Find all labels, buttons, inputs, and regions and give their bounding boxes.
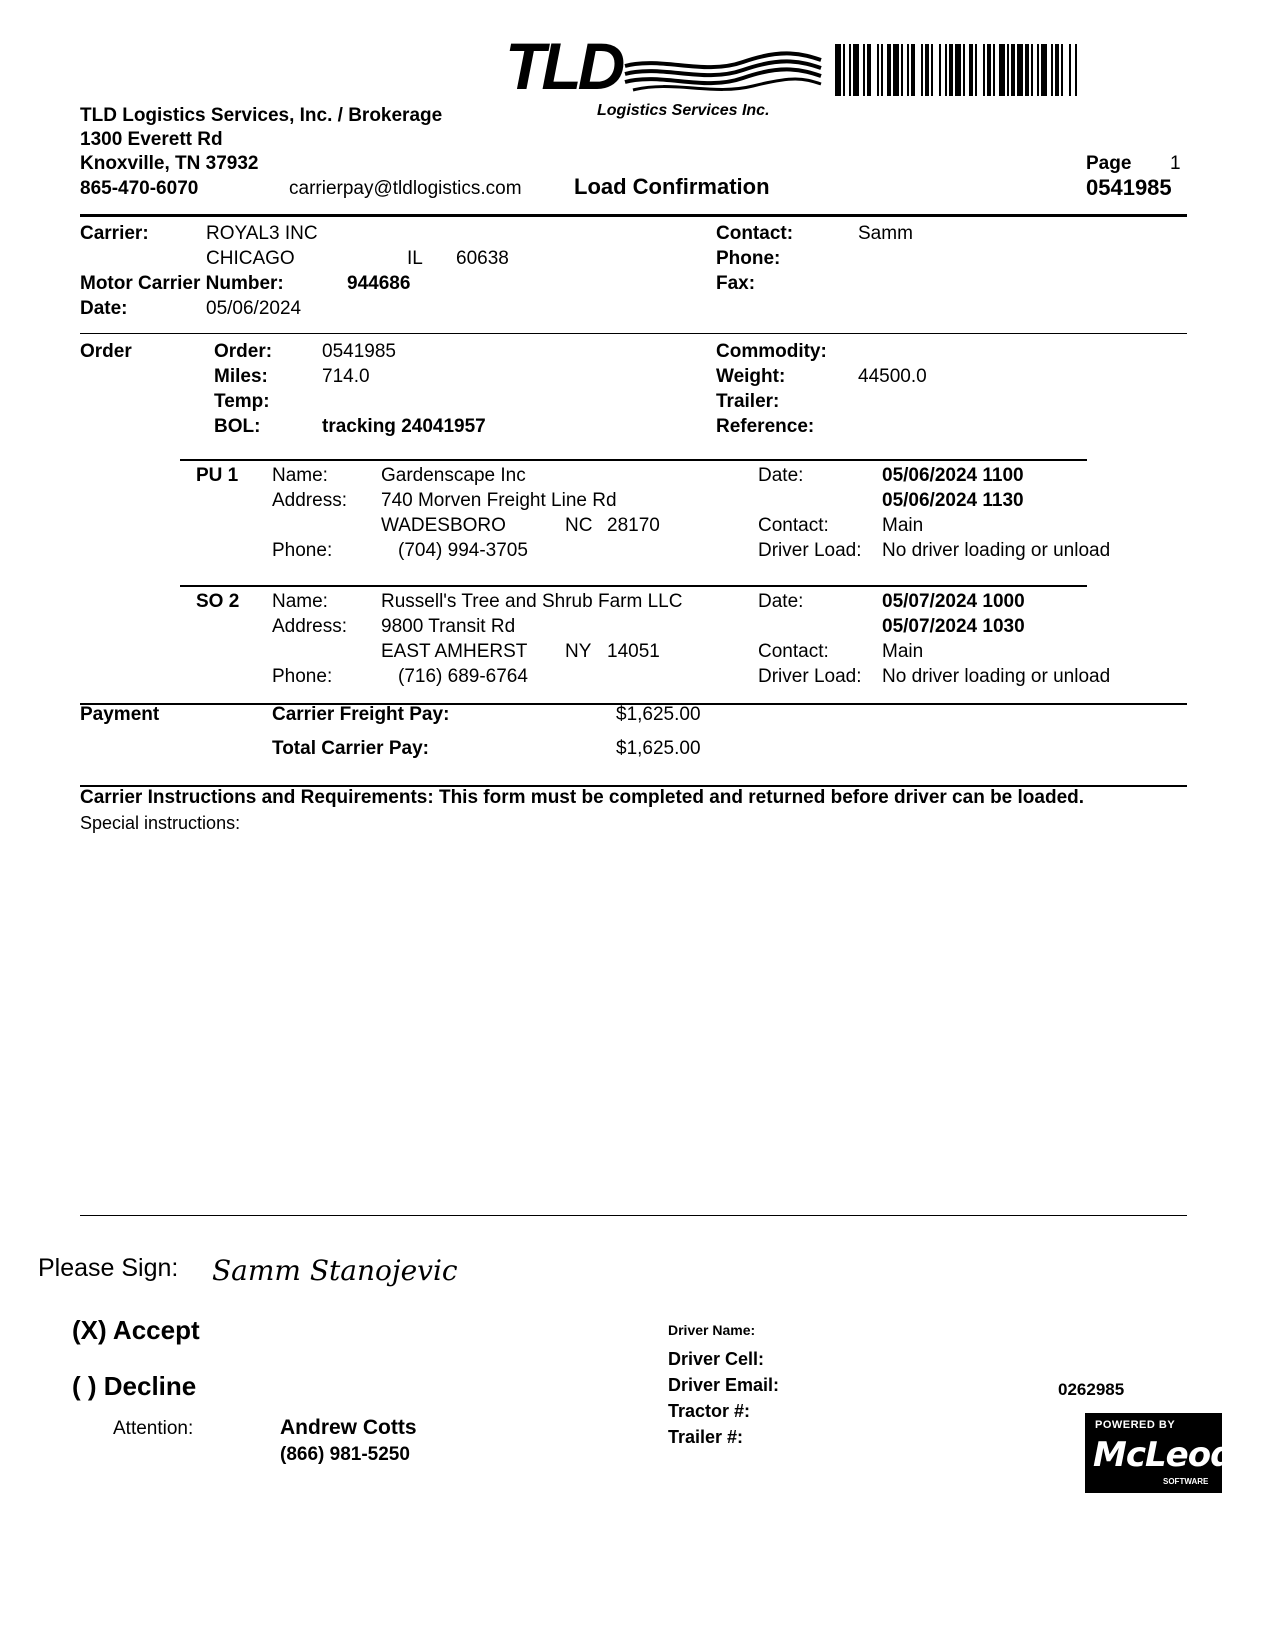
stop2-divider xyxy=(180,585,1087,587)
reference-label: Reference: xyxy=(716,416,815,437)
stop1-city: WADESBORO xyxy=(381,515,506,536)
payment-section-label: Payment xyxy=(80,704,160,725)
signature-divider xyxy=(80,1215,1187,1216)
stop1-phone: (704) 994-3705 xyxy=(398,540,528,561)
stop1-phone-label: Phone: xyxy=(272,540,333,561)
carrier-zip: 60638 xyxy=(456,248,509,269)
weight-label: Weight: xyxy=(716,366,786,387)
stop1-divider xyxy=(180,459,1087,461)
carrier-date-label: Date: xyxy=(80,298,128,319)
company-phone: 865-470-6070 xyxy=(80,178,199,199)
stop1-date-end: 05/06/2024 1130 xyxy=(882,490,1024,511)
total-pay-value: $1,625.00 xyxy=(616,738,701,759)
carrier-name: ROYAL3 INC xyxy=(206,223,318,244)
mc-number: 944686 xyxy=(347,273,411,294)
order-section-label: Order xyxy=(80,341,132,362)
logo-subtitle: Logistics Services Inc. xyxy=(597,102,770,119)
stop1-street: 740 Morven Freight Line Rd xyxy=(381,490,617,511)
miles-value: 714.0 xyxy=(322,366,370,387)
attention-label: Attention: xyxy=(113,1418,194,1439)
company-email: carrierpay@tldlogistics.com xyxy=(289,178,522,199)
freight-pay-label: Carrier Freight Pay: xyxy=(272,704,450,725)
stop2-contact: Main xyxy=(882,641,924,662)
attention-phone: (866) 981-5250 xyxy=(280,1444,410,1465)
carrier-fax-label: Fax: xyxy=(716,273,756,294)
stop1-contact-label: Contact: xyxy=(758,515,829,536)
please-sign-label: Please Sign: xyxy=(38,1254,179,1282)
stop1-state: NC xyxy=(565,515,593,536)
weight-value: 44500.0 xyxy=(858,366,927,387)
carrier-contact: Samm xyxy=(858,223,913,244)
document-title: Load Confirmation xyxy=(574,174,770,199)
stop1-contact: Main xyxy=(882,515,924,536)
badge-powered-by: POWERED BY xyxy=(1095,1419,1176,1431)
logo-swoosh-icon xyxy=(623,46,823,96)
stop2-driver-load-label: Driver Load: xyxy=(758,666,862,687)
driver-email-label: Driver Email: xyxy=(668,1375,780,1395)
freight-pay-value: $1,625.00 xyxy=(616,704,701,725)
trailer-number-label: Trailer #: xyxy=(668,1427,744,1447)
logo-text: TLD xyxy=(505,29,622,103)
stop2-phone: (716) 689-6764 xyxy=(398,666,528,687)
overprint-number: 0262985 xyxy=(1058,1380,1125,1399)
temp-label: Temp: xyxy=(214,391,270,412)
stop2-code: SO 2 xyxy=(196,591,240,612)
carrier-city: CHICAGO xyxy=(206,248,295,269)
decline-option[interactable]: ( ) Decline xyxy=(72,1371,197,1401)
trailer-label: Trailer: xyxy=(716,391,780,412)
stop2-driver-load: No driver loading or unload xyxy=(882,666,1111,687)
miles-label: Miles: xyxy=(214,366,268,387)
total-pay-label: Total Carrier Pay: xyxy=(272,738,429,759)
company-address-line1: 1300 Everett Rd xyxy=(80,129,223,150)
stop1-driver-load-label: Driver Load: xyxy=(758,540,862,561)
stop2-state: NY xyxy=(565,641,592,662)
barcode-image xyxy=(835,44,1265,96)
company-address-line2: Knoxville, TN 37932 xyxy=(80,153,259,174)
stop2-date-end: 05/07/2024 1030 xyxy=(882,616,1025,637)
page-label: Page xyxy=(1086,153,1132,174)
driver-cell-label: Driver Cell: xyxy=(668,1349,765,1369)
order-label: Order: xyxy=(214,341,273,362)
company-name: TLD Logistics Services, Inc. / Brokerage xyxy=(80,105,443,126)
stop2-phone-label: Phone: xyxy=(272,666,333,687)
stop2-zip: 14051 xyxy=(607,641,660,662)
carrier-contact-label: Contact: xyxy=(716,223,794,244)
header-divider xyxy=(80,214,1187,217)
accept-option[interactable]: (X) Accept xyxy=(72,1315,200,1345)
carrier-phone-label: Phone: xyxy=(716,248,781,269)
bol-value: tracking 24041957 xyxy=(322,416,486,437)
instructions-heading: Carrier Instructions and Requirements: This form must be completed and returned before driver can be loaded. xyxy=(80,787,1085,808)
stop2-name-label: Name: xyxy=(272,591,328,612)
stop2-address-label: Address: xyxy=(272,616,347,637)
tractor-number-label: Tractor #: xyxy=(668,1401,751,1421)
stop1-name: Gardenscape Inc xyxy=(381,465,526,486)
company-logo xyxy=(505,29,825,126)
badge-name: McLeod xyxy=(1093,1435,1234,1475)
carrier-state: IL xyxy=(407,248,423,269)
stop2-date-start: 05/07/2024 1000 xyxy=(882,591,1025,612)
badge-software: SOFTWARE xyxy=(1163,1477,1209,1486)
commodity-label: Commodity: xyxy=(716,341,827,362)
special-instructions-label: Special instructions: xyxy=(80,813,241,833)
stop2-city: EAST AMHERST xyxy=(381,641,528,662)
mcleod-logo xyxy=(1085,1413,1234,1493)
handwritten-signature: Samm Stanojevic xyxy=(212,1254,458,1287)
carrier-divider xyxy=(80,333,1187,334)
page-number: 1 xyxy=(1170,153,1181,174)
stop1-date-label: Date: xyxy=(758,465,804,486)
carrier-label: Carrier: xyxy=(80,223,149,244)
document-number: 0541985 xyxy=(1086,175,1172,200)
driver-name-label: Driver Name: xyxy=(668,1322,756,1338)
order-number: 0541985 xyxy=(322,341,396,362)
stop2-contact-label: Contact: xyxy=(758,641,829,662)
stop1-date-start: 05/06/2024 1100 xyxy=(882,465,1024,486)
stop2-name: Russell's Tree and Shrub Farm LLC xyxy=(381,591,683,612)
stop2-date-label: Date: xyxy=(758,591,804,612)
attention-name: Andrew Cotts xyxy=(280,1416,417,1439)
stop1-zip: 28170 xyxy=(607,515,660,536)
stop1-address-label: Address: xyxy=(272,490,347,511)
stop1-driver-load: No driver loading or unload xyxy=(882,540,1111,561)
carrier-date: 05/06/2024 xyxy=(206,298,302,319)
bol-label: BOL: xyxy=(214,416,261,437)
stop1-code: PU 1 xyxy=(196,465,239,486)
mc-number-label: Motor Carrier Number: xyxy=(80,273,284,294)
stop1-name-label: Name: xyxy=(272,465,328,486)
stop2-street: 9800 Transit Rd xyxy=(381,616,516,637)
